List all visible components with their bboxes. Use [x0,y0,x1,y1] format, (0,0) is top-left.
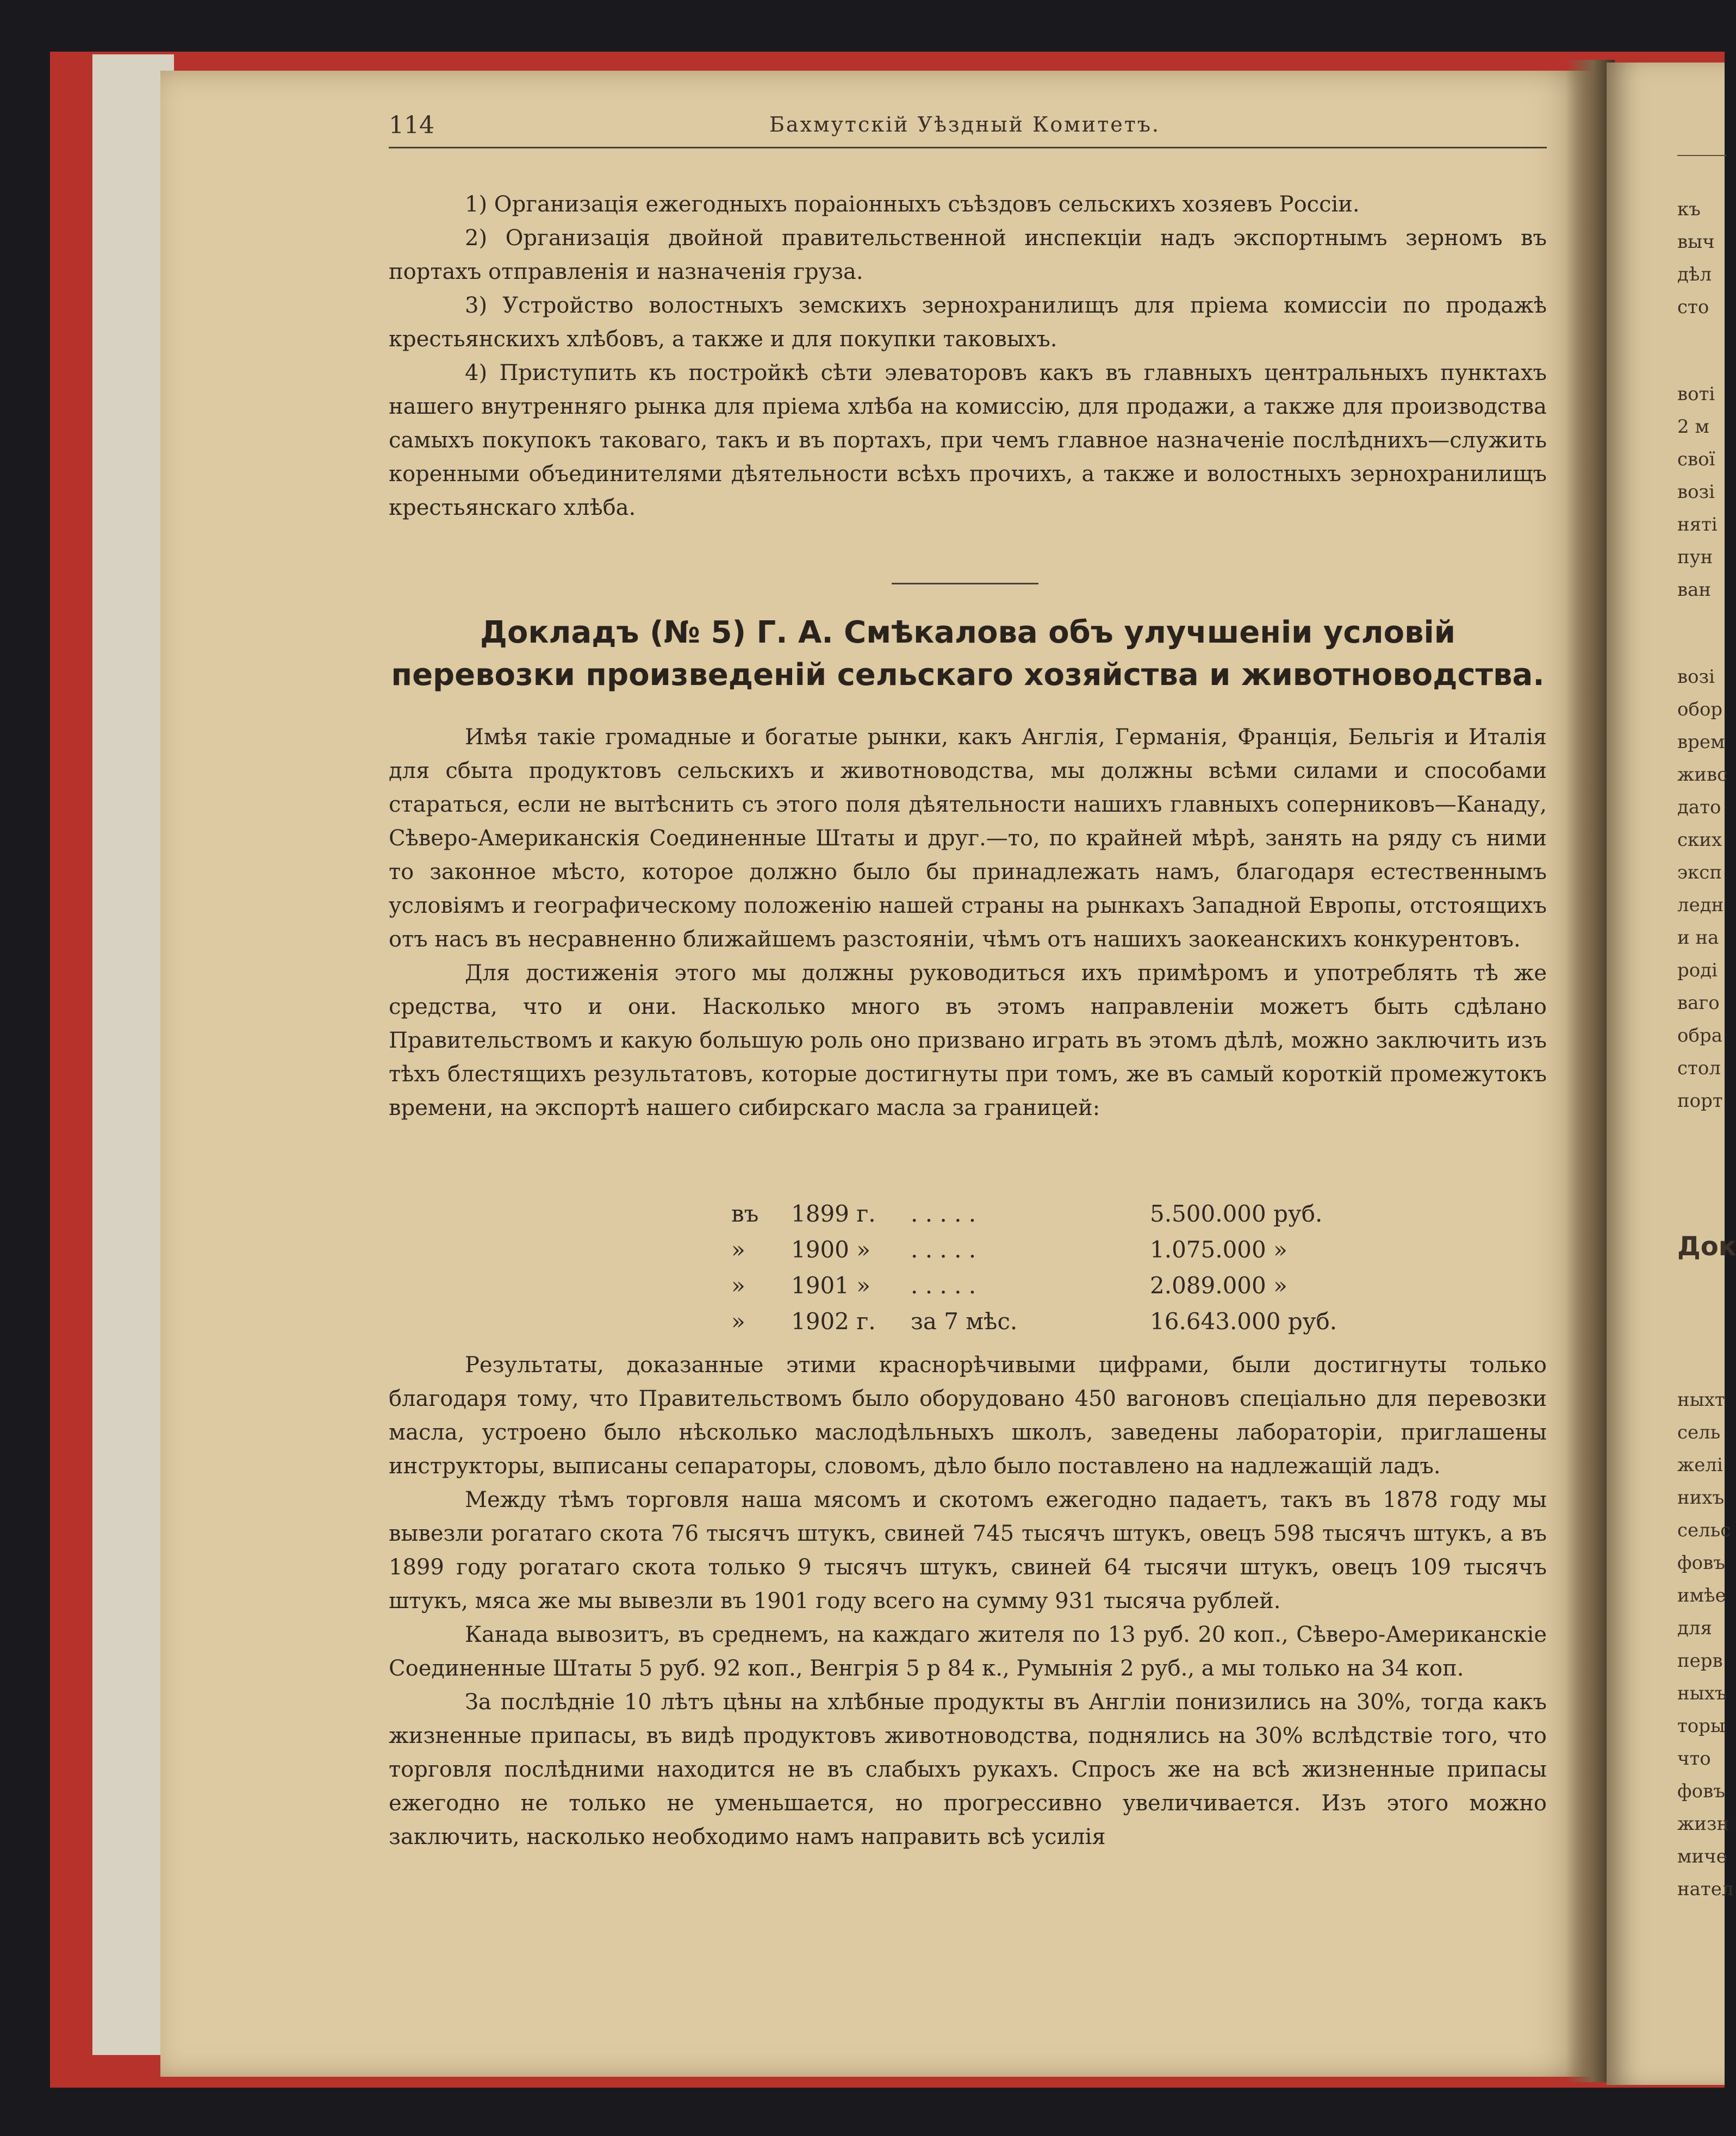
right-page-text-fragment: дѣл [1677,264,1712,285]
right-page-text-fragment: врем [1677,731,1725,753]
right-page-text-fragment: обра [1677,1025,1722,1047]
right-page-text-fragment: для [1677,1617,1712,1639]
right-page-text-fragment: возі [1677,481,1715,503]
section-separator [892,583,1038,584]
right-page-text-fragment: фовъ [1677,1552,1725,1574]
right-page-text-fragment: ван [1677,579,1712,601]
right-page-text-fragment: живс [1677,764,1728,786]
page-number: 114 [389,111,434,139]
right-page-text-fragment: желі [1677,1454,1723,1476]
right-page-text-fragment: сель [1677,1422,1721,1443]
right-page-text-fragment: и на [1677,927,1719,949]
resolution-list [389,188,1547,525]
paragraph: Канада вывозитъ, въ среднемъ, на каждаго жителя по 13 руб. 20 коп., Сѣверо-Американскіе Соединенные Штаты 5 руб. 92 коп., Венгрія 5 р 84 к., Румынія 2 руб., а мы только на 34 коп. [389,1622,1547,1681]
right-page-text-fragment: нихъ [1677,1487,1725,1509]
right-page-text-fragment: порт [1677,1090,1723,1112]
table-row: » 1902 г. за 7 мѣс. 16.643.000 руб. [731,1308,1337,1335]
list-item: 4) Приступить къ постройкѣ сѣти элеваторовъ какъ въ главныхъ центральныхъ пунктахъ нашего внутренняго рынка для пріема хлѣба на комиссію, для продажи, а также для производства самыхъ покупокъ таковаго, такъ и въ портахъ, при чемъ главное назначеніе послѣднихъ—служить коренными объединителями дѣятельности всѣхъ прочихъ, а также и волостныхъ зернохранилищъ крестьянскаго хлѣба. [389,360,1547,520]
export-table [731,1196,1337,1340]
body-text-before-table [389,720,1547,1125]
right-page-header-rule [1677,155,1726,156]
right-page-text-fragment: ныхт [1677,1389,1725,1411]
running-title: Бахмутскій Уѣздный Комитетъ. [769,113,1160,136]
right-page-text-fragment: сельс [1677,1520,1731,1541]
paragraph: Для достиженія этого мы должны руководиться ихъ примѣромъ и употреблять тѣ же средства, что и они. Насколько много въ этомъ направленіи можетъ быть сдѣлано Правительствомъ и какую большую роль оно призвано играть въ этомъ дѣлѣ, можно заключить изъ тѣхъ блестящихъ результатовъ, которые достигнуты при томъ, же въ самый короткій промежутокъ времени, на экспортѣ нашего сибирскаго масла за границей: [389,961,1547,1120]
right-page-text-fragment: перв [1677,1650,1723,1672]
right-page [1607,63,1736,2085]
right-page-text-fragment: фовъ [1677,1780,1725,1802]
table-row: въ 1899 г. . . . . . 5.500.000 руб. [731,1200,1323,1227]
report-title: Докладъ (№ 5) Г. А. Смѣкалова объ улучшеніи условій перевозки произведеній сельскаго хозяйства и животноводства. [391,615,1545,693]
right-page-text-fragment: нател [1677,1878,1734,1900]
right-page-text-fragment: свої [1677,449,1715,470]
right-page-text-fragment: сто [1677,296,1709,318]
paragraph: Имѣя такіе громадные и богатые рынки, какъ Англія, Германія, Франція, Бельгія и Италія для сбыта продуктовъ сельскихъ и животноводства, мы должны всѣми силами и способами стараться, если не вытѣснить съ этого поля дѣятельности нашихъ главныхъ соперниковъ—Канаду, Сѣверо-Американскія Соединенные Штаты и друг.—то, по крайней мѣрѣ, занять на ряду съ ними то законное мѣсто, которое должно было бы принадлежать намъ, благодаря естественнымъ условіямъ и географическому положенію нашей страны на рынкахъ Западной Европы, отстоящихъ отъ насъ въ несравненно ближайшемъ разстояніи, чѣмъ отъ нашихъ заокеанскихъ конкурентовъ. [389,725,1547,952]
header-rule [389,147,1547,148]
page-header [389,111,1547,144]
right-page-text-fragment: выч [1677,231,1715,253]
right-page-text-fragment: миче [1677,1846,1727,1867]
list-item: 3) Устройство волостныхъ земскихъ зернохранилищъ для пріема комиссіи по продажѣ крестьянскихъ хлѣбовъ, а также и для покупки таковыхъ. [389,293,1547,352]
table-row: » 1901 » . . . . . 2.089.000 » [731,1272,1287,1299]
right-page-text-fragment: что [1677,1748,1711,1770]
right-page-text-fragment: скиx [1677,829,1722,851]
table-row: » 1900 » . . . . . 1.075.000 » [731,1236,1287,1263]
right-page-text-fragment: дато [1677,796,1721,818]
right-page-text-fragment: ледн [1677,894,1724,916]
paragraph: Результаты, доказанные этими краснорѣчивыми цифрами, были достигнуты только благодаря тому, что Правительствомъ было оборудовано 450 вагоновъ спеціально для перевозки масла, устроено было нѣсколько маслодѣльныхъ школъ, заведены лабораторіи, приглашены инструкторы, выписаны сепараторы, словомъ, дѣло было поставлено на надлежащій ладъ. [389,1353,1547,1479]
right-page-text-fragment: эксп [1677,862,1722,883]
right-page-text-fragment: ныхъ [1677,1683,1727,1704]
right-page-text-fragment: возі [1677,666,1715,688]
right-page-text-fragment: торы [1677,1715,1726,1737]
right-page-text-fragment: ваго [1677,992,1720,1014]
right-page-text-fragment: жизн [1677,1813,1729,1835]
right-page-text-fragment: 2 м [1677,416,1709,438]
body-text-after-table [389,1348,1547,1854]
paragraph: За послѣдніе 10 лѣтъ цѣны на хлѣбные продукты въ Англіи понизились на 30%, тогда какъ жизненные припасы, въ видѣ продуктовъ животноводства, поднялись на 30% вслѣдствіе того, что торговля послѣдними находится не въ слабыхъ рукахъ. Спросъ же на всѣ жизненные припасы ежегодно не только не уменьшается, но прогрессивно увеличивается. Изъ этого можно заключить, насколько необходимо намъ направить всѣ усилія [389,1690,1547,1849]
right-page-text-fragment: стол [1677,1057,1721,1079]
right-page-text-fragment: имѣе [1677,1585,1726,1606]
right-page-text-fragment: пун [1677,546,1713,568]
list-item: 1) Организація ежегодныхъ пораіонныхъ съѣздовъ сельскихъ хозяевъ Россіи. [465,192,1360,217]
paragraph: Между тѣмъ торговля наша мясомъ и скотомъ ежегодно падаетъ, такъ въ 1878 году мы вывезли рогатаго скота 76 тысячъ штукъ, свиней 745 тысячъ штукъ, овецъ 598 тысячъ штукъ, а въ 1899 году рогатаго скота только 9 тысячъ штукъ, свиней 64 тысячи штукъ, овецъ 109 тысячъ штукъ, мяса же мы вывезли въ 1901 году всего на сумму 931 тысяча рублей. [389,1487,1547,1614]
right-page-text-fragment: воті [1677,383,1715,405]
right-page-text-fragment: къ [1677,198,1701,220]
list-item: 2) Организація двойной правительственной инспекціи надъ экспортнымъ зерномъ въ портахъ отправленія и назначенія груза. [389,226,1547,284]
right-page-text-fragment: няті [1677,514,1718,535]
right-page-text-fragment: роді [1677,960,1718,981]
right-page-text-fragment: обор [1677,699,1723,720]
right-page-text-fragment: Док [1677,1231,1736,1262]
